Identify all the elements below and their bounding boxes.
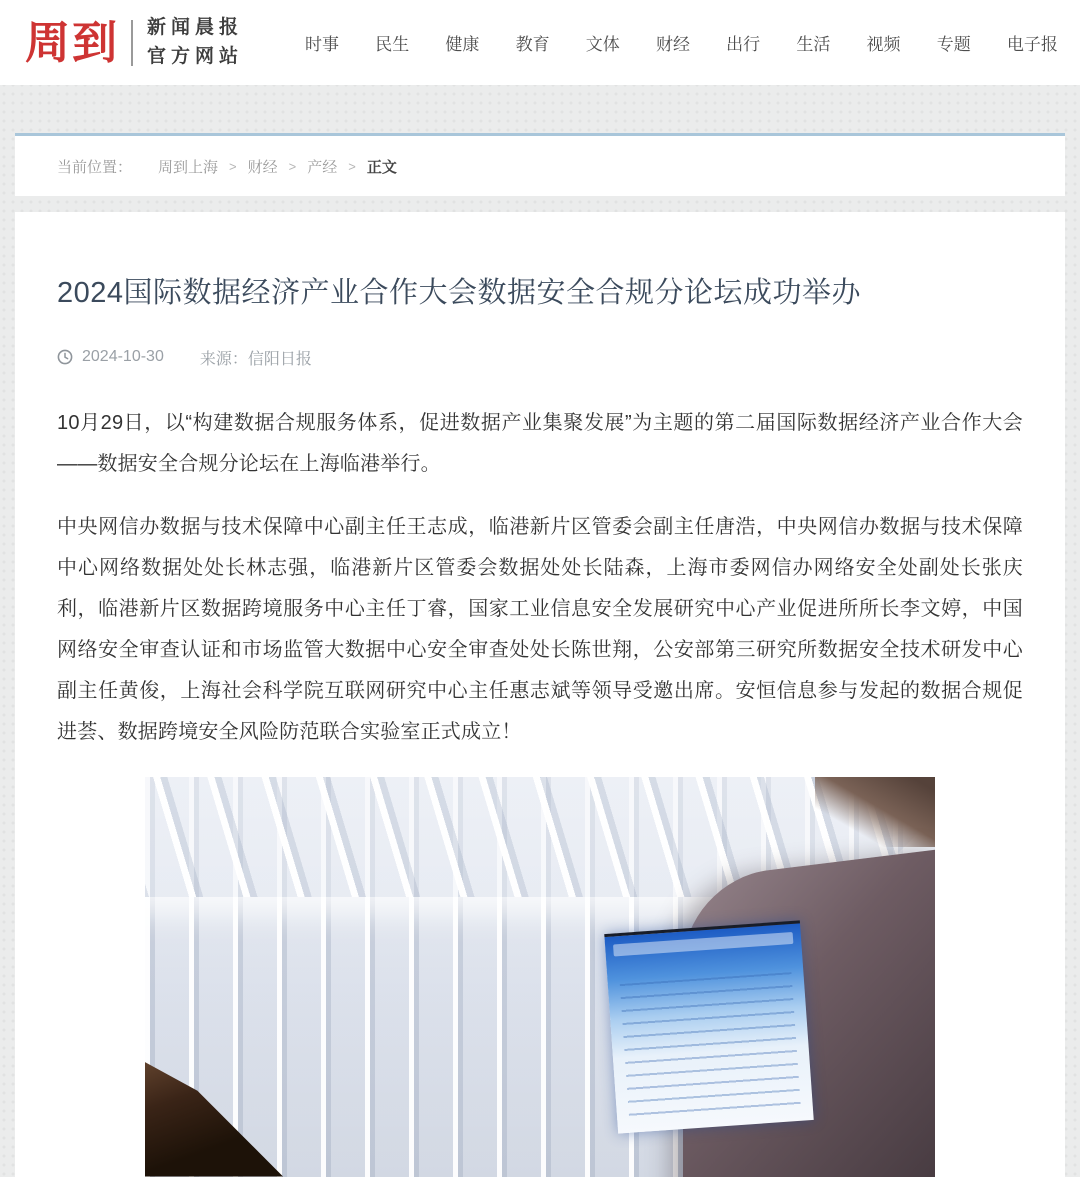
site-header — [0, 0, 1080, 85]
photo-ceiling-corner — [815, 777, 935, 847]
texture-band — [0, 85, 1080, 133]
nav-item-zhuanti[interactable]: 专题 — [936, 35, 971, 54]
photo-presentation-screen — [604, 920, 813, 1133]
nav-item-caijing[interactable]: 财经 — [655, 35, 690, 54]
breadcrumb-separator: > — [348, 158, 356, 174]
main-nav — [305, 30, 1058, 55]
breadcrumb-label: 当前位置： — [57, 158, 133, 176]
breadcrumb-separator: > — [229, 158, 237, 174]
breadcrumb-link-chanjing[interactable]: 产经 — [307, 158, 338, 176]
logo-divider — [131, 20, 133, 66]
article-title: 2024国际数据经济产业合作大会数据安全合规分论坛成功举办 — [57, 277, 862, 309]
article-card — [15, 212, 1065, 1177]
article-photo — [145, 777, 935, 1177]
article-paragraph: 中央网信办数据与技术保障中心副主任王志成，临港新片区管委会副主任唐浩，中央网信办数据与技术保障中心网络数据处处长林志强，临港新片区管委会数据处处长陆森，上海市委网信办网络安全处副处长张庆利，临港新片区数据跨境服务中心主任丁睿，国家工业信息安全发展研究中心产业促进所所长李文婷，中国网络安全审查认证和市场监管大数据中心安全审查处处长陈世翔，公安部第三研究所数据安全技术研发中心副主任黄俊，上海社会科学院互联网研究中心主任惠志斌等领导受邀出席。安恒信息参与发起的数据合规促进荟、数据跨境安全风险防范联合实验室正式成立！ — [57, 515, 1023, 743]
nav-item-shishi[interactable]: 时事 — [305, 35, 340, 54]
nav-item-wenti[interactable]: 文体 — [585, 35, 620, 54]
breadcrumb-link-home[interactable]: 周到上海 — [158, 158, 219, 176]
article-paragraph: 10月29日，以“构建数据合规服务体系，促进数据产业集聚发展”为主题的第二届国际数据经济产业合作大会——数据安全合规分论坛在上海临港举行。 — [57, 411, 1023, 475]
article-meta — [57, 346, 1023, 369]
nav-item-jiankang[interactable]: 健康 — [445, 35, 480, 54]
article-date: 2024-10-30 — [82, 348, 164, 365]
texture-gap — [0, 196, 1080, 212]
clock-icon — [57, 349, 73, 365]
site-name-line1: 新闻晨报 — [147, 17, 244, 38]
site-logo[interactable]: 周到 — [25, 17, 120, 68]
nav-item-chuxing[interactable]: 出行 — [726, 35, 761, 54]
nav-item-jiaoyu[interactable]: 教育 — [515, 35, 550, 54]
site-name-line2: 官方网站 — [147, 45, 244, 67]
site-name — [147, 14, 243, 71]
breadcrumb-card — [15, 133, 1065, 196]
article-body — [57, 403, 1023, 753]
breadcrumb-link-caijing[interactable]: 财经 — [247, 158, 278, 176]
breadcrumb-separator: > — [288, 158, 297, 174]
nav-item-shipin[interactable]: 视频 — [866, 35, 901, 54]
article-source: 来源：信阳日报 — [199, 350, 312, 368]
nav-item-dianzibao[interactable]: 电子报 — [1006, 35, 1058, 54]
breadcrumb-current: 正文 — [366, 158, 397, 176]
nav-item-shenghuo[interactable]: 生活 — [796, 35, 831, 54]
breadcrumb — [57, 156, 397, 177]
nav-item-minsheng[interactable]: 民生 — [375, 35, 410, 54]
